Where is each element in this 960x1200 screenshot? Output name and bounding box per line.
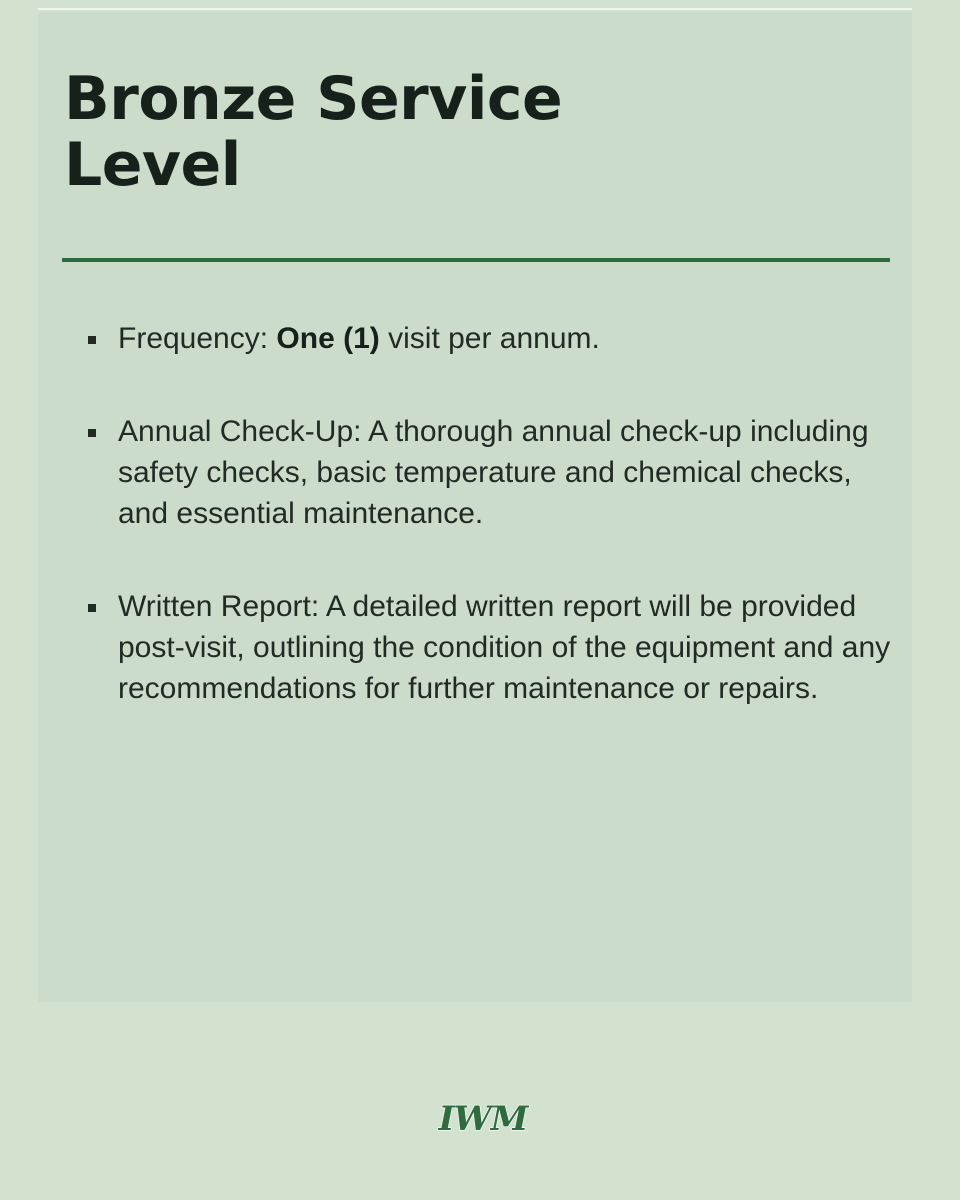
top-rule	[38, 8, 912, 10]
written-report-text: Written Report: A detailed written report will be provided post-visit, outlining the condition of the equipment and any recommendations for further maintenance or repairs.	[118, 590, 891, 705]
frequency-prefix: Frequency:	[118, 322, 277, 355]
frequency-suffix: visit per annum.	[379, 322, 600, 355]
feature-list	[88, 318, 898, 761]
bullet-icon	[88, 336, 96, 344]
list-item-annual-check-up	[88, 411, 898, 534]
list-item-written-report	[88, 586, 898, 709]
annual-check-up-text: Annual Check-Up: A thorough annual check-up including safety checks, basic temperature and chemical checks, and essential maintenance.	[118, 415, 869, 530]
list-item-frequency	[88, 318, 898, 359]
iwm-logo-icon	[433, 1100, 533, 1136]
bullet-icon	[88, 604, 96, 612]
page-title: Bronze Service Level	[64, 64, 563, 200]
logo-text: IWM	[438, 1100, 528, 1136]
title-divider	[62, 258, 890, 262]
iwm-logo	[433, 1100, 533, 1136]
bullet-icon	[88, 429, 96, 437]
frequency-value: One (1)	[276, 322, 380, 355]
